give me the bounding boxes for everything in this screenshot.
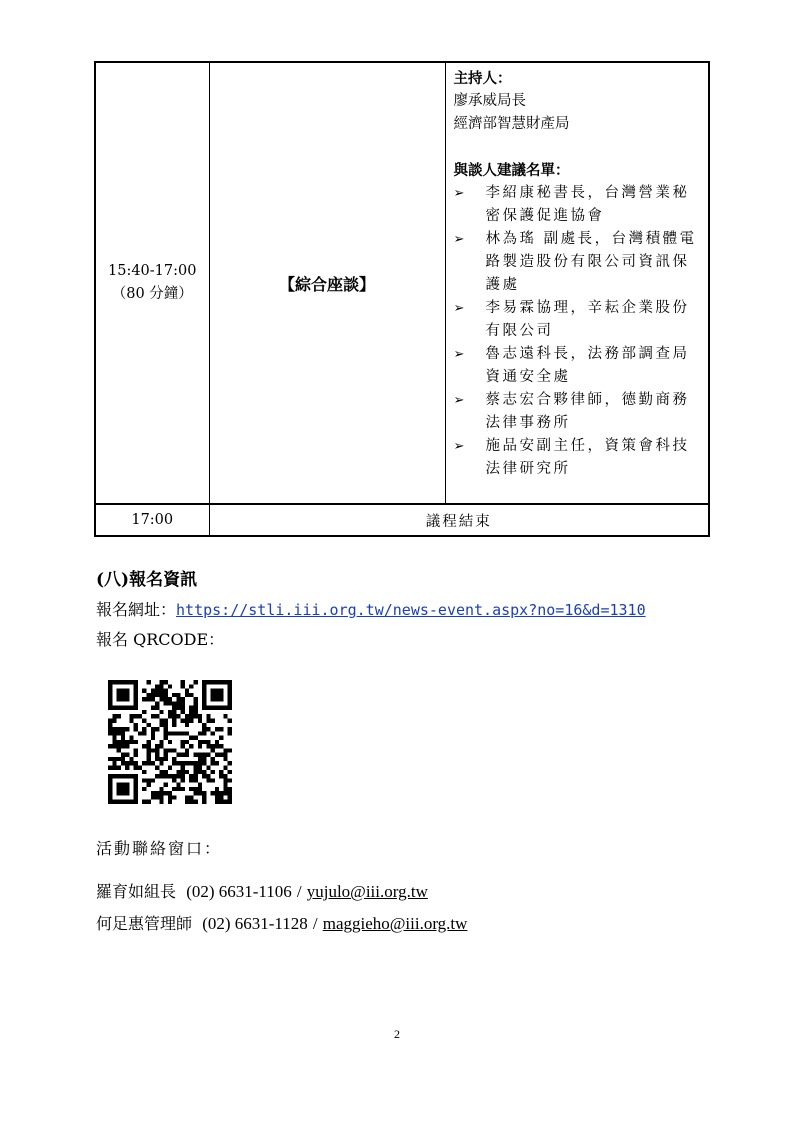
panelist-line: 蔡志宏合夥律師，德勤商務 bbox=[485, 392, 690, 408]
arrow-bullet-icon: ➢ bbox=[453, 439, 467, 454]
panelist-line: 施品安副主任，資策會科技 bbox=[485, 438, 690, 454]
session-title-cell bbox=[209, 62, 445, 504]
panelist-line: 資通安全處 bbox=[485, 369, 571, 385]
contact-line bbox=[96, 911, 467, 934]
moderator-label: 主持人： bbox=[453, 70, 512, 87]
section-title: (八)報名資訊 bbox=[96, 570, 198, 590]
session-detail-cell bbox=[445, 62, 709, 504]
session-time-cell bbox=[95, 62, 209, 504]
session-time: 15:40-17:00 bbox=[108, 263, 197, 279]
contact-phone: (02) 6631-1128 bbox=[202, 914, 308, 933]
contact-email[interactable]: maggieho@iii.org.tw bbox=[322, 914, 468, 933]
panelist-item bbox=[454, 343, 703, 389]
qr-code[interactable] bbox=[108, 680, 232, 804]
arrow-bullet-icon: ➢ bbox=[453, 186, 467, 201]
panelist-list bbox=[454, 182, 703, 481]
panelist-line: 李紹康秘書長，台灣營業秘 bbox=[485, 185, 690, 201]
arrow-bullet-icon: ➢ bbox=[453, 232, 467, 247]
panel-label: 與談人建議名單： bbox=[453, 162, 570, 179]
arrow-bullet-icon: ➢ bbox=[453, 347, 467, 362]
moderator-name: 廖承威局長 bbox=[453, 93, 526, 109]
registration-url-line bbox=[96, 595, 716, 625]
contact-separator: / bbox=[296, 882, 302, 901]
contact-email[interactable]: yujulo@iii.org.tw bbox=[306, 882, 428, 901]
session-row bbox=[95, 62, 709, 504]
panelist-line: 有限公司 bbox=[485, 323, 554, 339]
arrow-bullet-icon: ➢ bbox=[453, 301, 467, 316]
panelist-line: 李易霖協理，辛耘企業股份 bbox=[485, 300, 690, 316]
panelist-line: 護處 bbox=[485, 277, 520, 293]
panelist-item bbox=[454, 228, 703, 297]
end-time-cell bbox=[95, 504, 209, 536]
end-label: 議程結束 bbox=[425, 513, 492, 530]
panelist-item bbox=[454, 297, 703, 343]
panelist-line: 路製造股份有限公司資訊保 bbox=[485, 254, 690, 270]
session-title: 【綜合座談】 bbox=[278, 274, 375, 294]
contact-phone: (02) 6631-1106 bbox=[186, 882, 292, 901]
session-duration: （80 分鐘） bbox=[111, 286, 193, 302]
contact-name: 何足惠管理師 bbox=[96, 914, 193, 933]
url-label: 報名網址： bbox=[96, 600, 177, 619]
page-number: 2 bbox=[394, 1027, 400, 1041]
arrow-bullet-icon: ➢ bbox=[453, 393, 467, 408]
panelist-item bbox=[454, 435, 703, 481]
agenda-table bbox=[94, 61, 710, 537]
panelist-item bbox=[454, 389, 703, 435]
contact-title: 活動聯絡窗口： bbox=[96, 839, 223, 858]
registration-link[interactable]: https://stli.iii.org.tw/news-event.aspx?no=16&d=1310 bbox=[176, 601, 646, 619]
qr-label: 報名 QRCODE： bbox=[96, 630, 225, 649]
moderator-org: 經濟部智慧財產局 bbox=[453, 116, 570, 132]
panelist-item bbox=[454, 182, 703, 228]
panelist-line: 法律事務所 bbox=[485, 415, 571, 431]
panelist-line: 法律研究所 bbox=[485, 461, 571, 477]
panelist-line: 林為瑤 副處長，台灣積體電 bbox=[485, 231, 697, 247]
registration-section bbox=[96, 565, 716, 654]
contact-name: 羅育如組長 bbox=[96, 882, 177, 901]
contact-separator: / bbox=[312, 914, 318, 933]
end-time: 17:00 bbox=[131, 512, 174, 528]
end-row bbox=[95, 504, 709, 536]
contact-line bbox=[96, 879, 428, 902]
panelist-line: 密保護促進協會 bbox=[485, 208, 605, 224]
panelist-line: 魯志遠科長，法務部調查局 bbox=[485, 346, 690, 362]
end-label-cell bbox=[209, 504, 709, 536]
spacer bbox=[454, 136, 703, 159]
